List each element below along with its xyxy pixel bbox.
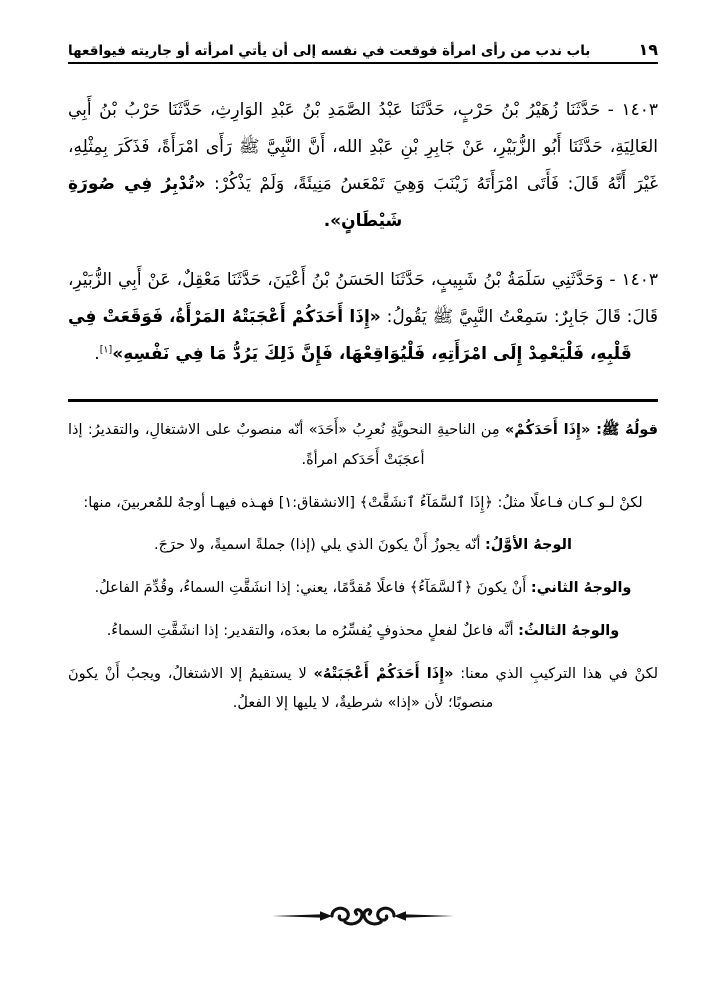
footnote-paragraph-1 [68, 416, 658, 475]
decorative-scroll-divider-icon [270, 903, 456, 929]
header-rule [68, 62, 658, 64]
page-header-title: باب ندب من رأى امرأة فوقعت في نفسه إلى أن يأتي امرأته أو جاريته فيواقعها [68, 42, 591, 59]
hadith-2-line-1: ١٤٠٣ - وَحَدَّثَنِي سَلَمَةُ بْنُ شَبِيبٍ، حَدَّثَنَا الحَسَنُ بْنُ أَعْيَنَ، حَدَّثَنَا مَعْقِلٌ، [176, 270, 659, 291]
footnote-separator-rule [68, 399, 658, 402]
footnote-paragraph-6 [68, 660, 658, 719]
footnote-1-marker-and-lemma: قولُهُ ﷺ: «إِذَا أَحَدَكُمْ» [504, 422, 659, 439]
footnote-4-label: والوجهُ الثاني: [530, 580, 632, 597]
footnote-1-body: مِن الناحيةِ النحويَّةِ نُعرِبُ «أَحَدَ» أنّه منصوبٌ على الاشتغالِ، والتقديرُ: إذا أعجَبَتْ أَحَدَكم امرأةً. [68, 422, 505, 469]
hadith-entry-2 [68, 262, 658, 373]
hadith-1-line-2: حَرْبُ بْنُ أَبِي العَالِيَةِ، حَدَّثَنَا أَبُو الزُّبَيْرِ، عَنْ جَابِرِ بْنِ عَبْدِ الله، أَنَّ النَّبِيَّ ﷺ رَأَى [68, 100, 658, 158]
footnote-6-quote: «إِذَا أَحَدَكُمْ أَعْجَبَتْهُ» [313, 665, 454, 682]
page-body [68, 92, 658, 931]
footnote-5-label: والوجهُ الثالثُ: [518, 622, 620, 639]
hadith-1-line-3: امْرَأَةً، فَذَكَرَ بِمِثْلِهِ، غَيْرَ أَنَّهُ قَالَ: فَأَتَى امْرَأَتَهُ زَيْنَبَ وَهِيَ تَمْعَسُ مَنِيئَةً، وَلَمْ يَذْكُرْ: [68, 137, 659, 195]
footnote-3-body: أنّه يجوزُ أَنْ يكونَ الذي يلي (إذا) جملةً اسميةً، ولا حرَجَ. [154, 537, 485, 554]
footnote-4-body: أَنْ يكونَ ﴿ٱلسَّمَآءُ﴾ فاعلًا مُقدَّمًا، يعني: إذا انشَقَّتِ السماءُ، وقُدِّمَ الفاعلُ. [94, 580, 531, 597]
footnote-paragraph-2 [68, 489, 658, 519]
page-number: ١٩ [638, 39, 658, 59]
hadith-2-quote-start: «إِذَا أَحَدَكُمْ أَعْجَبَتْهُ المَرْأَةُ، [168, 307, 381, 328]
hadith-entry-1 [68, 92, 658, 240]
hadith-2-line-2: عَنْ أَبِي الزُّبَيْرِ، قَالَ: قَالَ جَابِرٌ: سَمِعْتُ النَّبِيَّ ﷺ يَقُولُ: [68, 270, 659, 328]
footnote-paragraph-3 [68, 531, 658, 561]
footnote-6-body: لا يستقيمُ إلا الاشتغالُ، ويجبُ أَنْ يكونَ منصوبًا؛ لأن «إذا» شرطيةٌ، لا يليها إلا الفعلُ. [68, 665, 494, 712]
footnote-2-body: لكنْ لـو كـان فـاعلًا مثلُ: ﴿إِذَا ٱلسَّمَآءُ ٱنشَقَّتْ﴾ [الانشقاق:١] فهـذه فيهـا أوجهٌ للمُعربينَ، منها: [83, 494, 643, 511]
hadith-2-terminator: . [94, 344, 100, 365]
footnote-6-intro: لكنْ في هذا التركيبِ الذي معنا: [453, 665, 658, 682]
hadith-2-quote-end: فَوَقَعَتْ فِي قَلْبِهِ، فَلْيَعْمِدْ إِلَى امْرَأَتِهِ، فَلْيُوَاقِعْهَا، فَإِنَّ ذَلِكَ يَرُدُّ مَا فِي نَفْسِهِ» [68, 307, 632, 365]
hadith-1-quote: «تُدْبِرُ فِي صُورَةِ شَيْطَانٍ». [68, 174, 403, 232]
hadith-1-line-1: ١٤٠٣ - حَدَّثَنَا زُهَيْرُ بْنُ حَرْبٍ، حَدَّثَنَا عَبْدُ الصَّمَدِ بْنُ عَبْدِ الوَارِثِ، حَدَّثَنَا [167, 100, 658, 120]
bottom-ornament [0, 903, 726, 929]
footnote-block [68, 416, 658, 719]
footnote-reference-1[interactable]: [١] [99, 344, 113, 356]
footnote-paragraph-4 [68, 574, 658, 604]
footnote-3-label: الوجهُ الأوَّلُ: [485, 537, 572, 554]
footnote-5-body: أنَّه فاعلٌ لفعلٍ محذوفٍ يُفسِّرُه ما بعدَه، والتقدير: إذا انشَقَّتِ السماءُ. [106, 622, 519, 639]
page-header [68, 30, 658, 60]
footnote-paragraph-5 [68, 617, 658, 647]
